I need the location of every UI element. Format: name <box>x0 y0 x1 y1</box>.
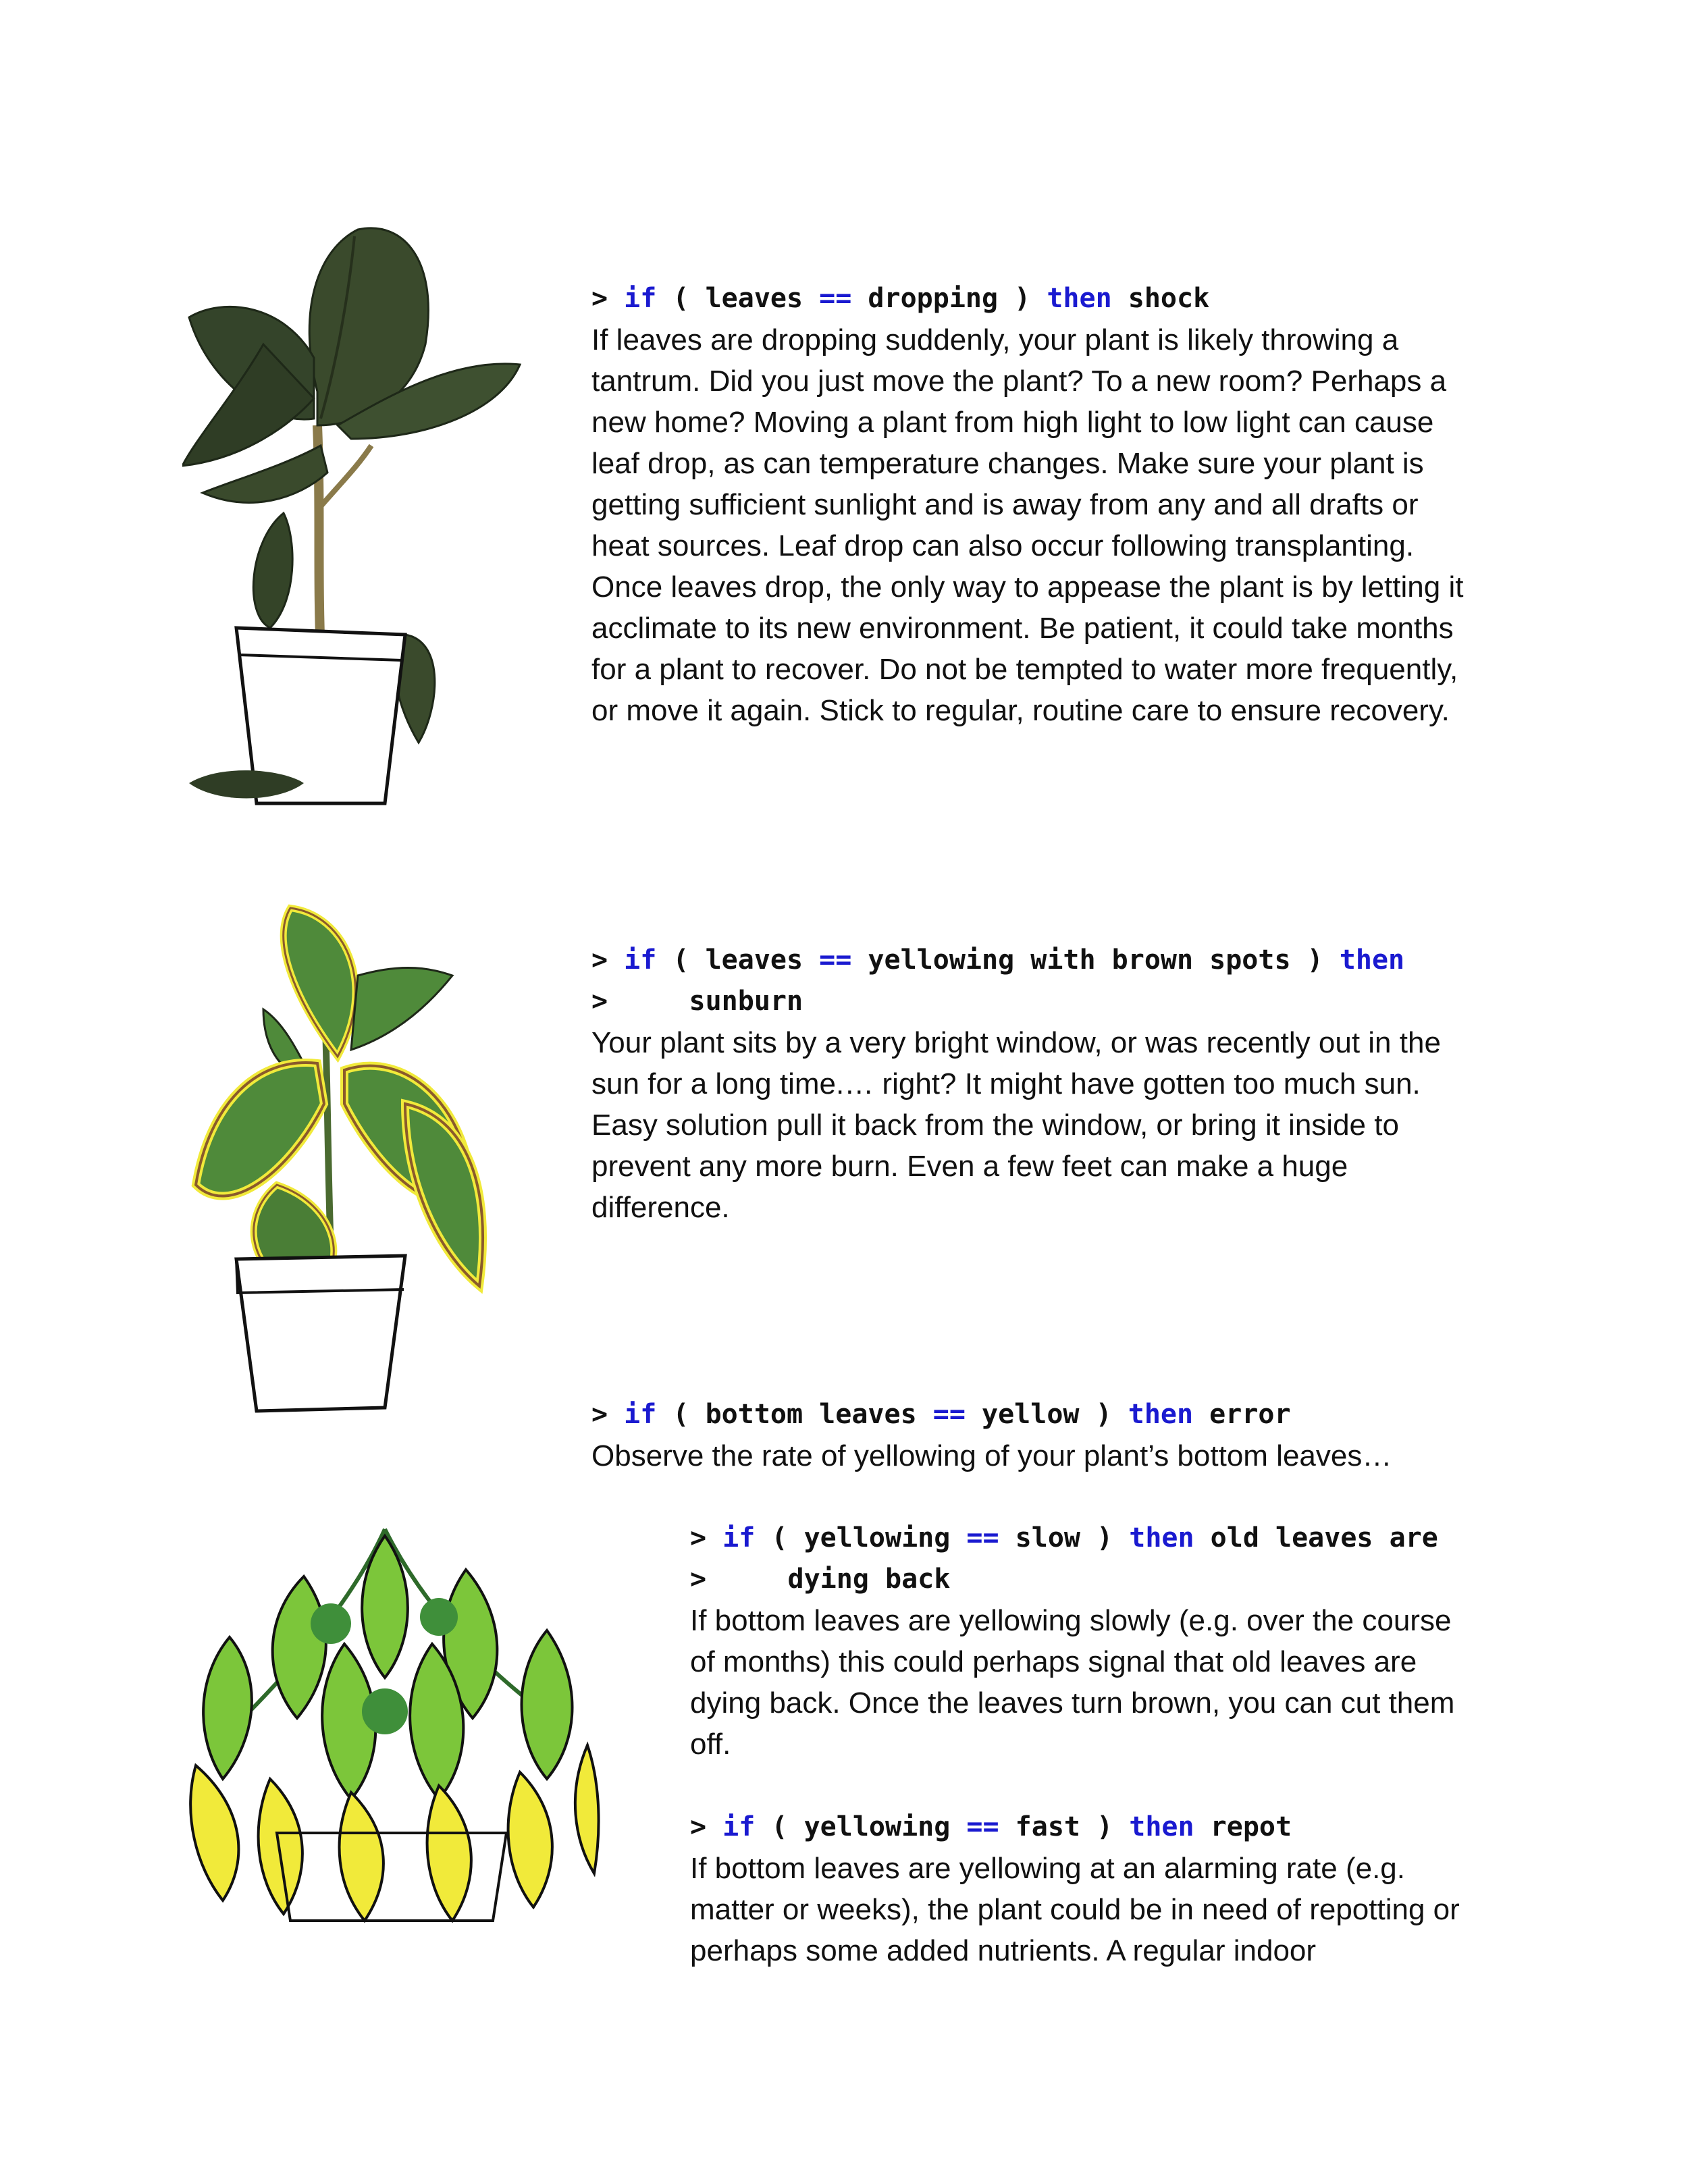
yellowing-bottom-leaves-illustration <box>182 1522 601 1927</box>
section-sunburn <box>591 940 1523 1228</box>
section-leaves-dropping <box>591 278 1523 731</box>
subsection-description: If bottom leaves are yellowing slowly (e.g. over the course of months) this could perhaps signal that old leaves are dying back. Once the leaves turn brown, you can cut them off. <box>690 1604 1455 1761</box>
fiddle-leaf-fig-illustration <box>182 223 533 817</box>
code-condition: > if ( yellowing == fast ) then repot <box>690 1811 1292 1842</box>
subsection-yellowing-slow <box>690 1518 1527 1765</box>
section-bottom-leaves-yellow <box>591 1394 1523 1476</box>
section-description: Observe the rate of yellowing of your plant’s bottom leaves… <box>591 1439 1392 1472</box>
sunburned-plant-illustration <box>182 901 500 1414</box>
code-result: > sunburn <box>591 986 803 1017</box>
code-condition: > if ( bottom leaves == yellow ) then error <box>591 1399 1291 1430</box>
subsection-description: If bottom leaves are yellowing at an alarming rate (e.g. matter or weeks), the plant could be in need of repotting or perhaps some added nutrients. A regular indoor <box>690 1852 1460 1967</box>
code-result: > dying back <box>690 1564 951 1595</box>
section-description: If leaves are dropping suddenly, your plant is likely throwing a tantrum. Did you just move the plant? To a new room? Perhaps a new home? Moving a plant from high light to low light can cause leaf drop, as can temperature changes. Make sure your plant is getting sufficient sunlight and is away from any and all drafts or heat sources. Leaf drop can also occur following transplanting. Once leaves drop, the only way to appease the plant is by letting it acclimate to its new environment. Be patient, it could take months for a plant to recover. Do not be tempted to water more frequently, or move it again. Stick to regular, routine care to ensure recovery. <box>591 323 1464 727</box>
subsection-yellowing-fast <box>690 1807 1527 1971</box>
code-condition: > if ( leaves == dropping ) then shock <box>591 283 1210 314</box>
code-condition: > if ( yellowing == slow ) then old leaves are <box>690 1522 1438 1553</box>
section-description: Your plant sits by a very bright window, or was recently out in the sun for a long time.… right? It might have gotten too much sun. Easy solution pull it back from the window, or bring it inside to prevent any more burn. Even a few feet can make a huge difference. <box>591 1026 1441 1224</box>
code-condition: > if ( leaves == yellowing with brown spots ) then <box>591 944 1405 976</box>
